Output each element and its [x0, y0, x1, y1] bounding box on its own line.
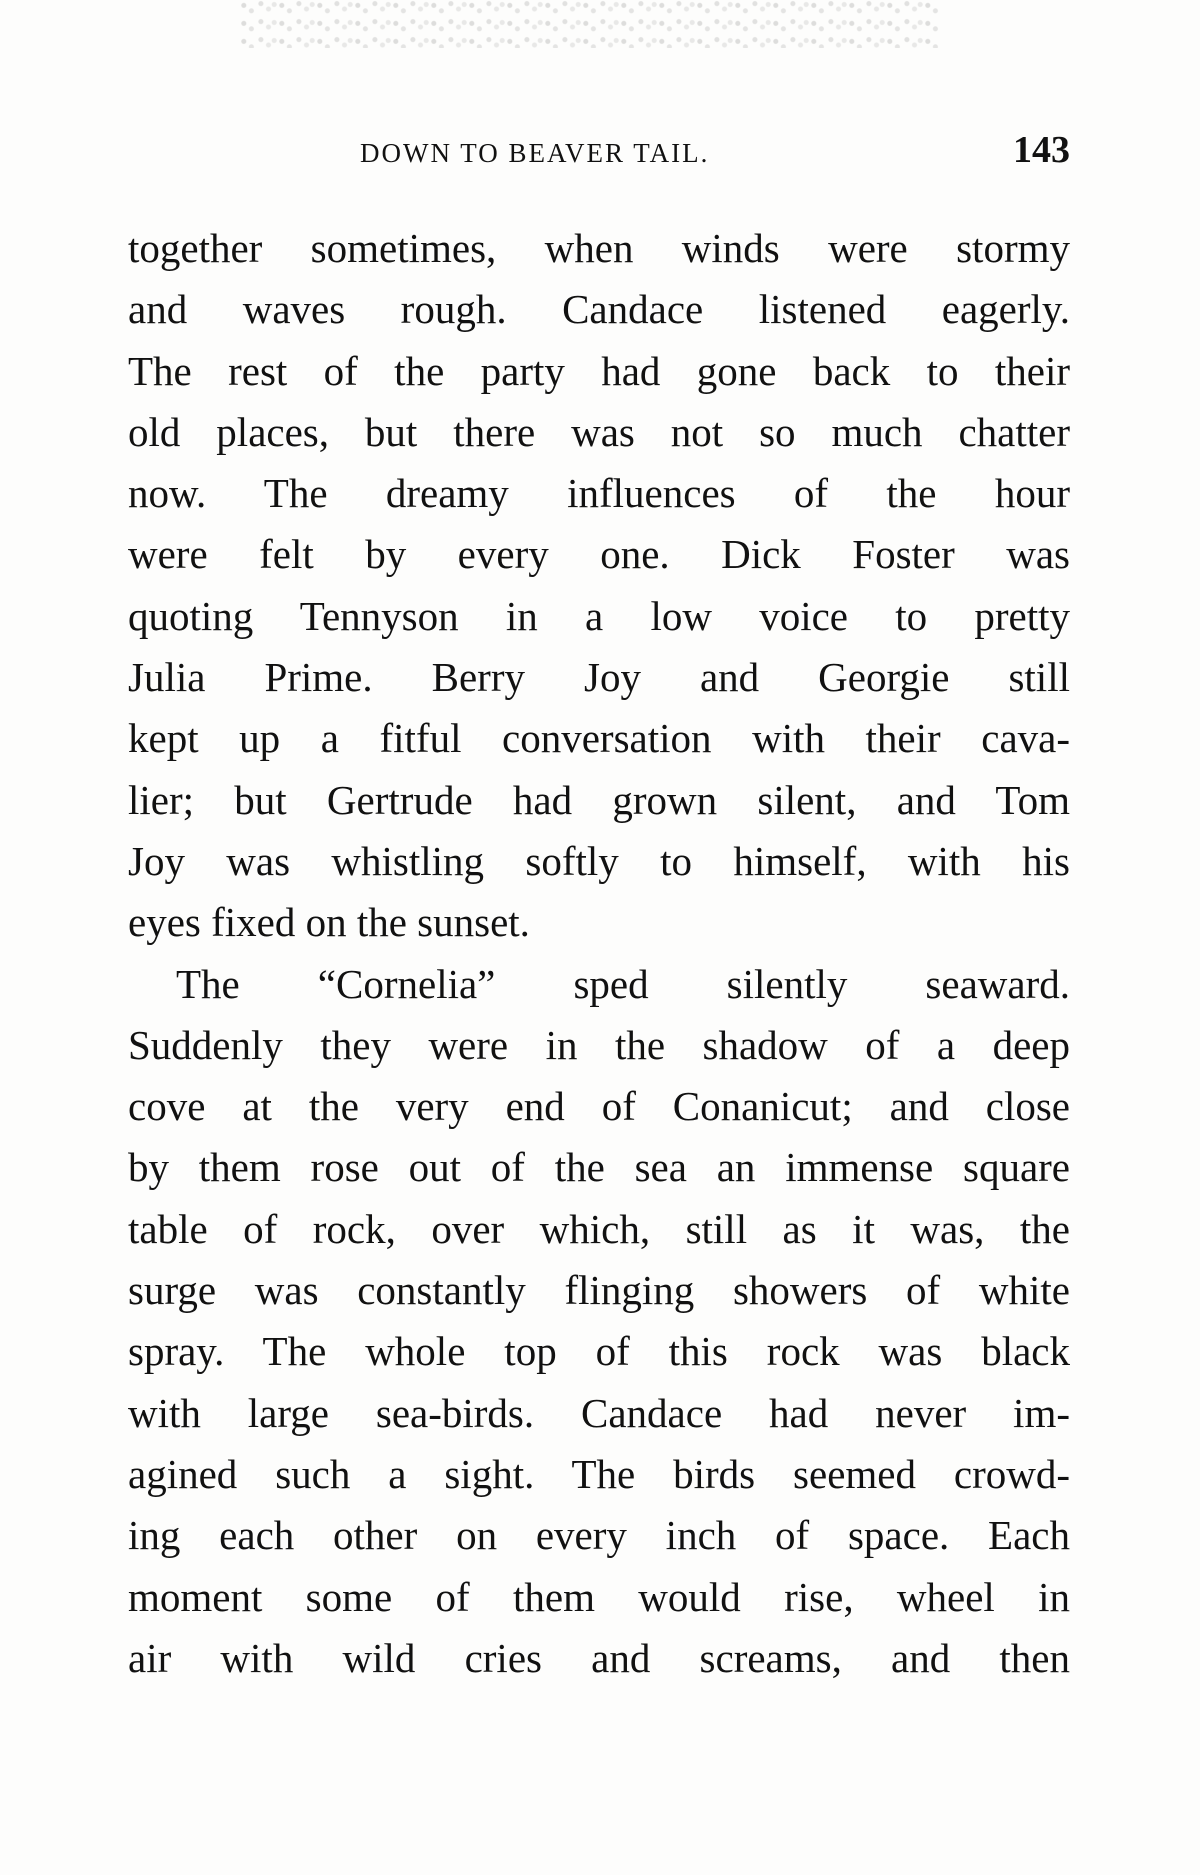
paragraph-2: [128, 954, 1070, 1690]
text-line: ing each other on every inch of space. Each: [128, 1512, 1070, 1559]
text-line: Suddenly they were in the shadow of a deep: [128, 1021, 1070, 1068]
text-line: with large sea-birds. Candace had never im-: [128, 1389, 1070, 1436]
text-line: now. The dreamy influences of the hour: [128, 470, 1070, 517]
text-line: Julia Prime. Berry Joy and Georgie still: [128, 654, 1070, 701]
paragraph-1: [128, 218, 1070, 954]
running-header: [130, 128, 1070, 178]
text-line: agined such a sight. The birds seemed crowd-: [128, 1450, 1070, 1497]
scan-artifact: [240, 0, 940, 48]
text-line: The rest of the party had gone back to their: [128, 347, 1070, 394]
text-line: Joy was whistling softly to himself, with his: [128, 837, 1070, 884]
text-line: were felt by every one. Dick Foster was: [128, 531, 1070, 578]
text-line: together sometimes, when winds were stormy: [128, 225, 1070, 271]
text-line: eyes fixed on the sunset.: [128, 899, 530, 946]
body-text: [128, 218, 1070, 1689]
text-line: quoting Tennyson in a low voice to pretty: [128, 592, 1070, 639]
text-line: air with wild cries and screams, and then: [128, 1634, 1070, 1681]
text-line: The “Cornelia” sped silently seaward.: [176, 960, 1070, 1007]
running-title: DOWN TO BEAVER TAIL.: [360, 138, 710, 168]
text-line: spray. The whole top of this rock was black: [128, 1328, 1070, 1375]
text-line: table of rock, over which, still as it was, the: [128, 1205, 1070, 1252]
text-line: cove at the very end of Conanicut; and close: [128, 1083, 1070, 1130]
page-number: 143: [1013, 129, 1070, 171]
text-line: lier; but Gertrude had grown silent, and Tom: [128, 776, 1070, 823]
text-line: by them rose out of the sea an immense square: [128, 1144, 1070, 1191]
text-line: kept up a fitful conversation with their cava-: [128, 715, 1070, 762]
text-line: surge was constantly flinging showers of white: [128, 1267, 1070, 1314]
text-line: old places, but there was not so much chatter: [128, 408, 1070, 455]
text-line: moment some of them would rise, wheel in: [128, 1573, 1070, 1620]
text-line: and waves rough. Candace listened eagerly.: [128, 286, 1070, 333]
